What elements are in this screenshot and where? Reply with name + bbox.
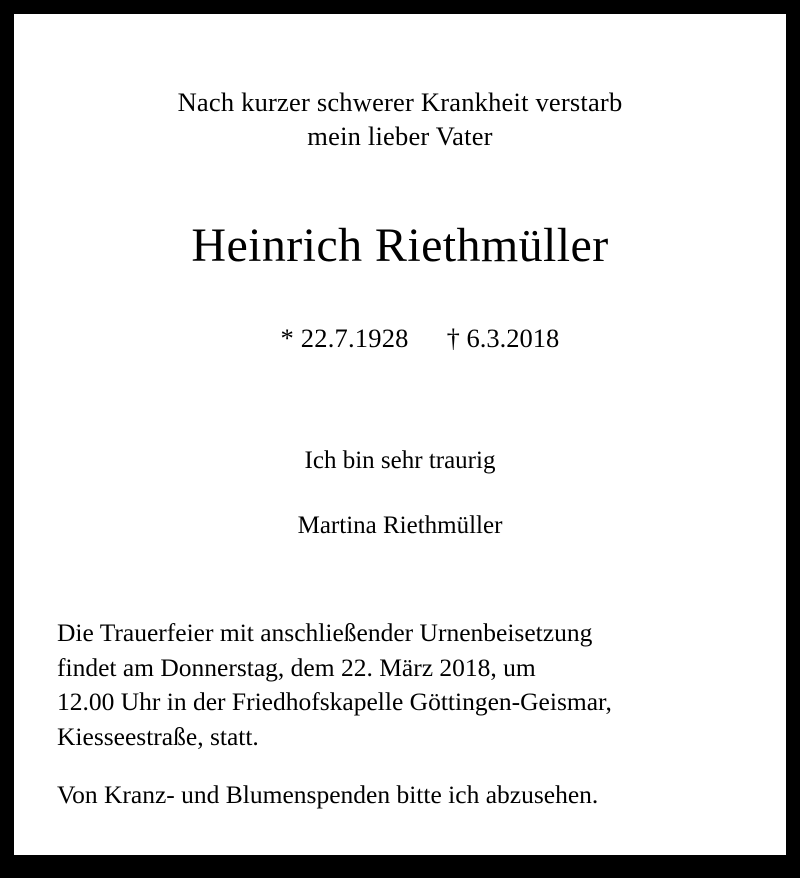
intro-text [54,14,746,154]
intro-line-1: Nach kurzer schwerer Krankheit verstarb [177,87,623,117]
death-date: † 6.3.2018 [446,322,560,353]
deceased-name: Heinrich Riethmüller [191,218,609,272]
funeral-home-credit: Ilse Bestattungen, Bäckergasse 1a, 37083 Göttingen [181,853,619,878]
ceremony-line-4: Kiesseestraße, statt. [57,722,259,752]
ceremony-details [54,616,746,756]
obituary-notice-card [14,14,786,878]
ceremony-line-1: Die Trauerfeier mit anschließender Urnenbeisetzung [57,617,593,647]
birth-date: * 22.7.1928 [280,322,409,353]
life-dates [54,292,746,385]
ceremony-line-3: 12.00 Uhr in der Friedhofskapelle Göttingen-Geismar, [57,687,612,717]
ceremony-line-2: findet am Donnerstag, dem 22. März 2018, um [57,652,536,682]
flowers-note: Von Kranz- und Blumenspenden bitte ich abzusehen. [57,780,599,810]
intro-line-2: mein lieber Vater [307,120,493,151]
mourning-message: Ich bin sehr traurig [304,446,496,474]
mourner-name: Martina Riethmüller [297,511,503,539]
